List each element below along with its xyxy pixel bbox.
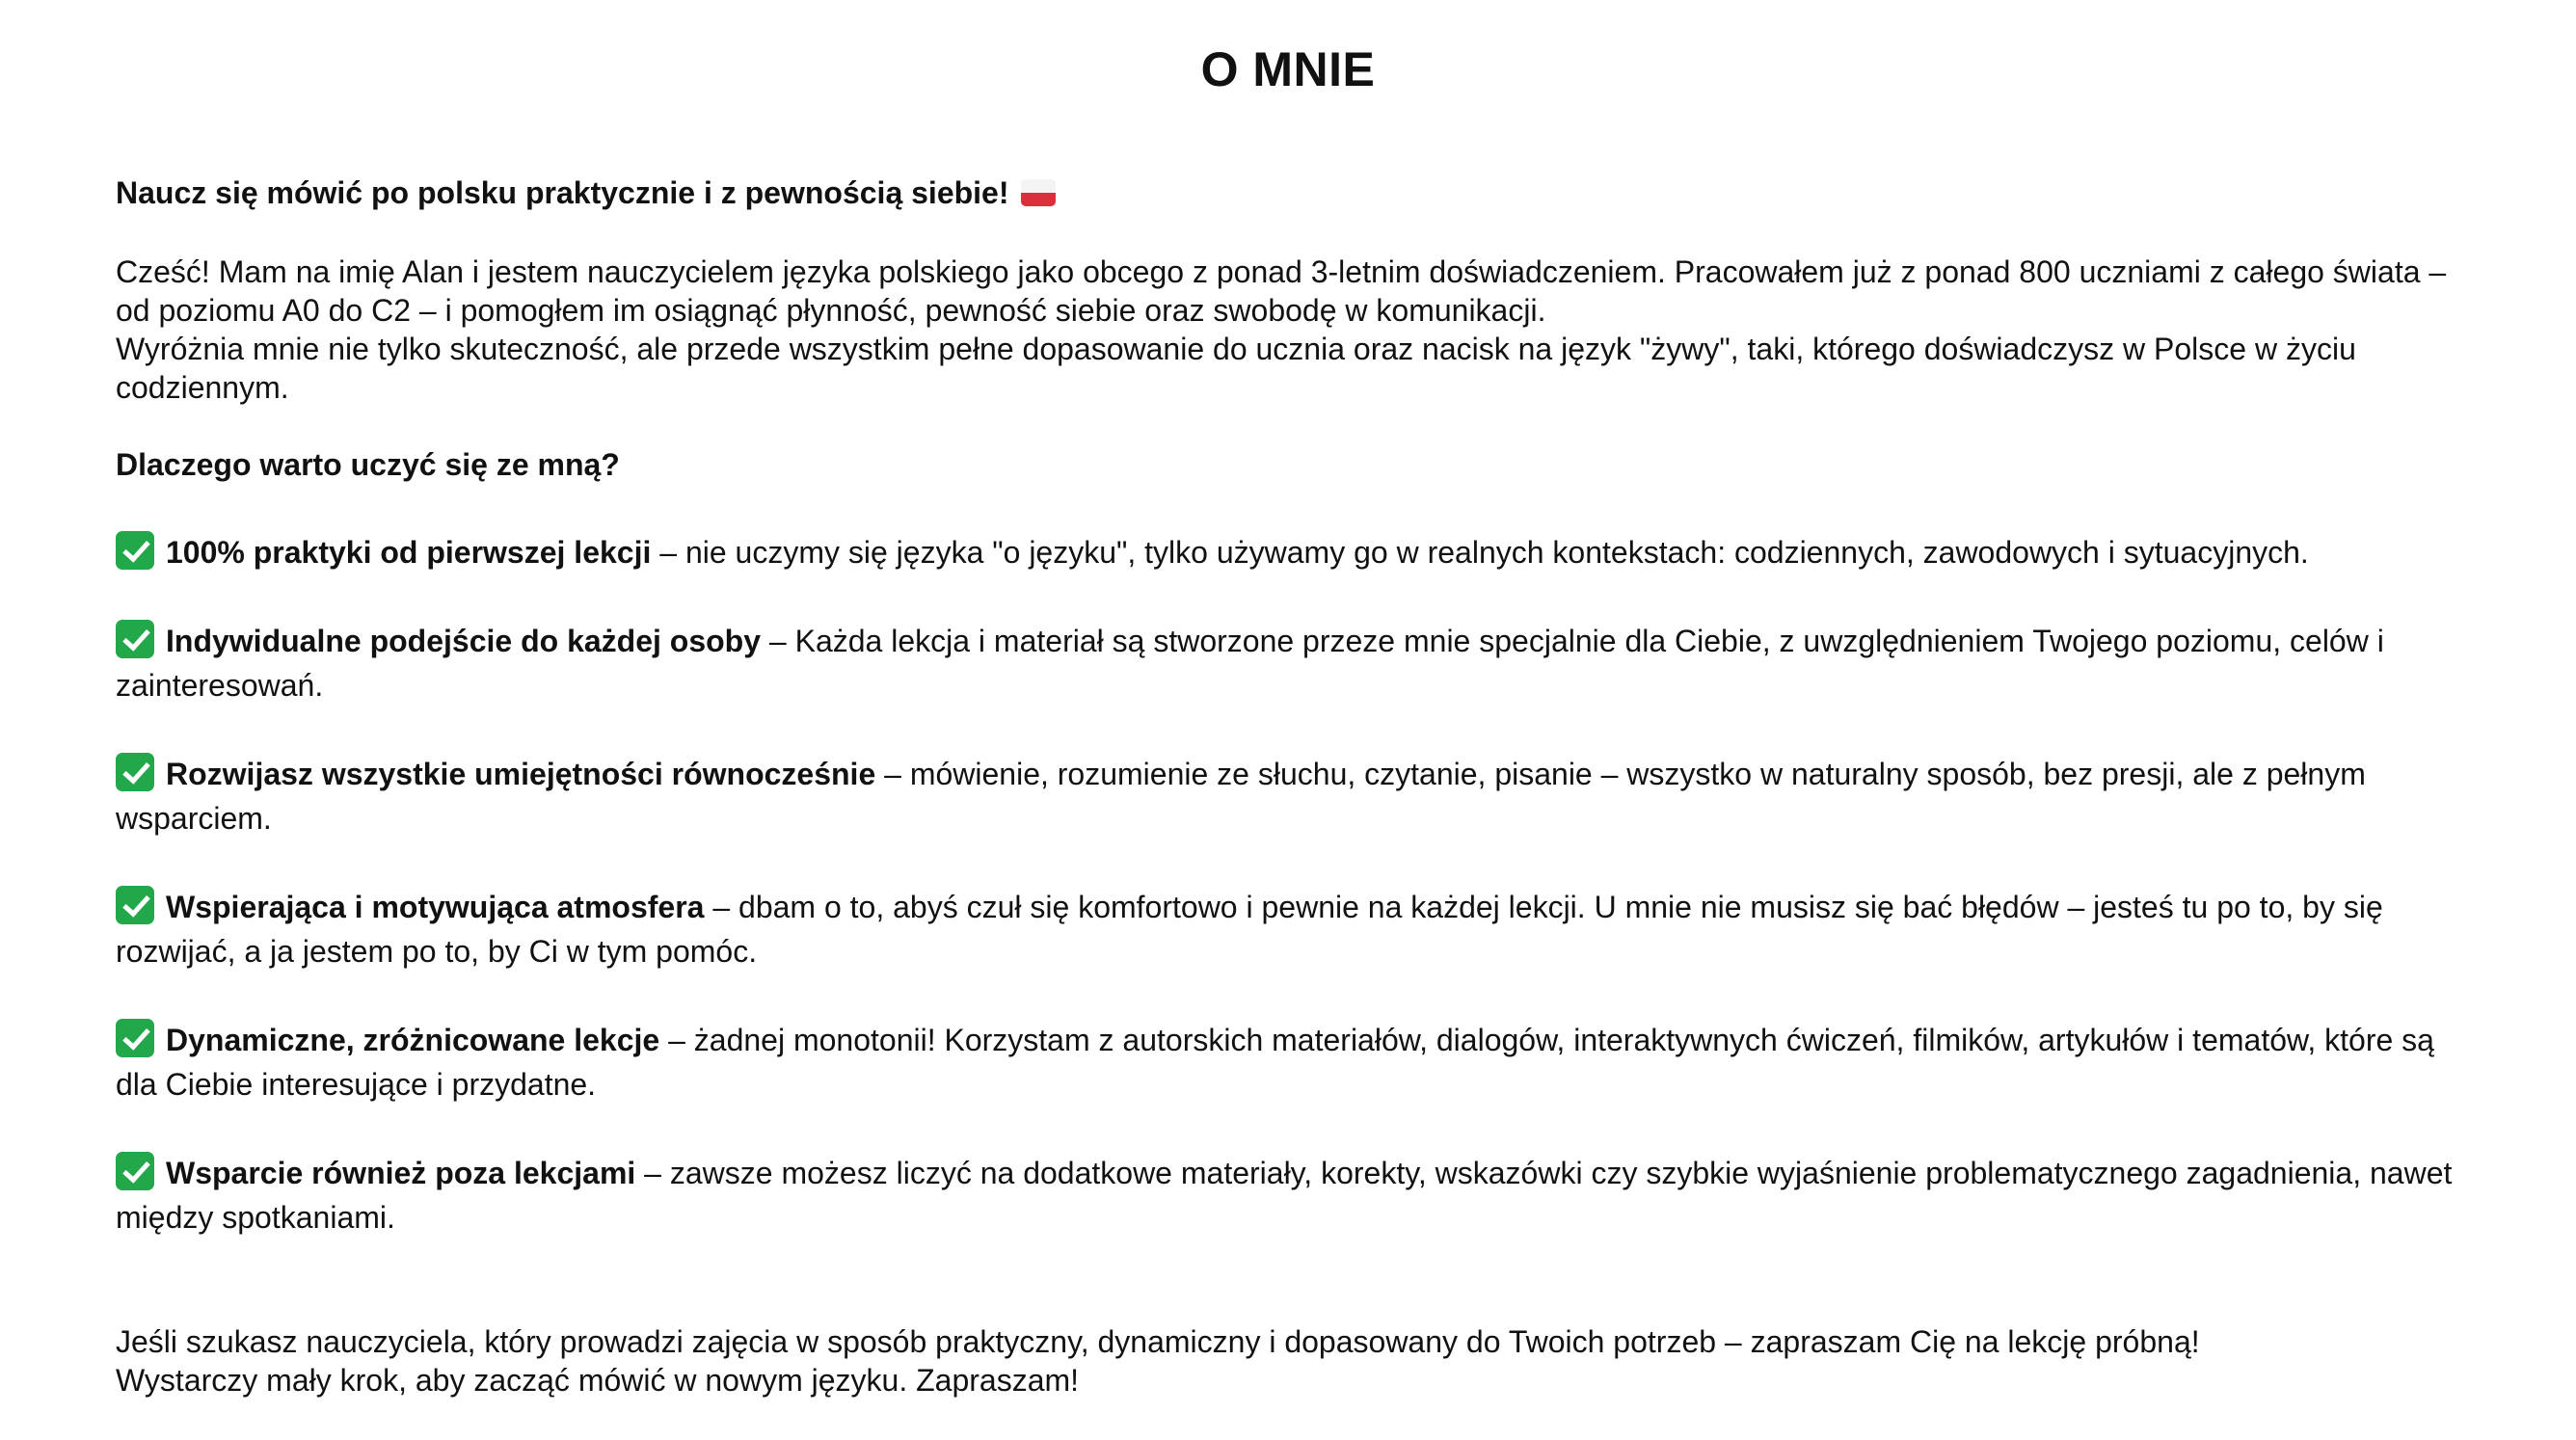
check-mark-icon bbox=[116, 620, 154, 658]
outro-paragraph: Jeśli szukasz nauczyciela, który prowadzi zajęcia w sposób praktyczny, dynamiczny i dopasowany do Twoich potrzeb – zapraszam Cię na lekcję próbną! bbox=[116, 1324, 2200, 1359]
poland-flag-icon bbox=[1021, 179, 1056, 206]
benefit-title: 100% praktyki od pierwszej lekcji bbox=[166, 535, 652, 570]
benefit-title: Rozwijasz wszystkie umiejętności równocześnie bbox=[166, 757, 876, 791]
benefit-title: Indywidualne podejście do każdej osoby bbox=[166, 624, 762, 658]
benefit-text: – mówienie, rozumienie ze słuchu, czytanie, pisanie – wszystko w naturalny sposób, bez presji, ale z pełnym wsparciem. bbox=[116, 757, 2366, 836]
intro-section bbox=[116, 253, 2460, 407]
benefit-title: Dynamiczne, zróżnicowane lekcje bbox=[166, 1023, 660, 1057]
check-mark-icon bbox=[116, 1152, 154, 1190]
benefit-item bbox=[116, 885, 2460, 973]
why-heading: Dlaczego warto uczyć się ze mną? bbox=[116, 447, 620, 482]
headline-text: Naucz się mówić po polsku praktycznie i z pewnością siebie! bbox=[116, 175, 1009, 210]
benefit-item bbox=[116, 1018, 2460, 1107]
benefit-text: – nie uczymy się języka "o języku", tylko używamy go w realnych kontekstach: codziennych, zawodowych i sytuacyjnych. bbox=[651, 535, 2309, 570]
check-mark-icon bbox=[116, 886, 154, 924]
check-mark-icon bbox=[116, 531, 154, 570]
check-mark-icon bbox=[116, 1019, 154, 1057]
outro-paragraph: Wystarczy mały krok, aby zacząć mówić w nowym języku. Zapraszam! bbox=[116, 1363, 1080, 1398]
benefit-title: Wsparcie również poza lekcjami bbox=[166, 1156, 636, 1190]
check-mark-icon bbox=[116, 753, 154, 791]
benefit-item bbox=[116, 1151, 2460, 1240]
outro-section bbox=[116, 1322, 2460, 1400]
intro-paragraph: Cześć! Mam na imię Alan i jestem nauczycielem języka polskiego jako obcego z ponad 3-letnim doświadczeniem. Pracowałem już z ponad 800 uczniami z całego świata – od poziomu A0 do C2 – i pomogłem im osiągnąć płynność, pewność siebie oraz swobodę w komunikacji. bbox=[116, 254, 2447, 328]
benefit-text: – zawsze możesz liczyć na dodatkowe materiały, korekty, wskazówki czy szybkie wyjaśnienie problematycznego zagadnienia, nawet między spotkaniami. bbox=[116, 1156, 2453, 1235]
benefit-item bbox=[116, 530, 2460, 574]
benefit-text: – dbam o to, abyś czuł się komfortowo i pewnie na każdej lekcji. U mnie nie musisz się bać błędów – jesteś tu po to, by się rozwijać, a ja jestem po to, by Ci w tym pomóc. bbox=[116, 890, 2383, 969]
benefits-list bbox=[116, 530, 2460, 1240]
page-title: O MNIE bbox=[1200, 42, 1376, 96]
benefit-item bbox=[116, 752, 2460, 840]
benefit-item bbox=[116, 619, 2460, 707]
headline bbox=[116, 173, 2460, 212]
benefit-text: – żadnej monotonii! Korzystam z autorskich materiałów, dialogów, interaktywnych ćwiczeń, filmików, artykułów i tematów, które są dla Ciebie interesujące i przydatne. bbox=[116, 1023, 2434, 1102]
benefit-title: Wspierająca i motywująca atmosfera bbox=[166, 890, 705, 924]
intro-paragraph: Wyróżnia mnie nie tylko skuteczność, ale przede wszystkim pełne dopasowanie do ucznia oraz nacisk na język "żywy", taki, którego doświadczysz w Polsce w życiu codziennym. bbox=[116, 332, 2356, 405]
benefit-text: – Każda lekcja i materiał są stworzone przeze mnie specjalnie dla Ciebie, z uwzględnieniem Twojego poziomu, celów i zainteresowań. bbox=[116, 624, 2384, 703]
